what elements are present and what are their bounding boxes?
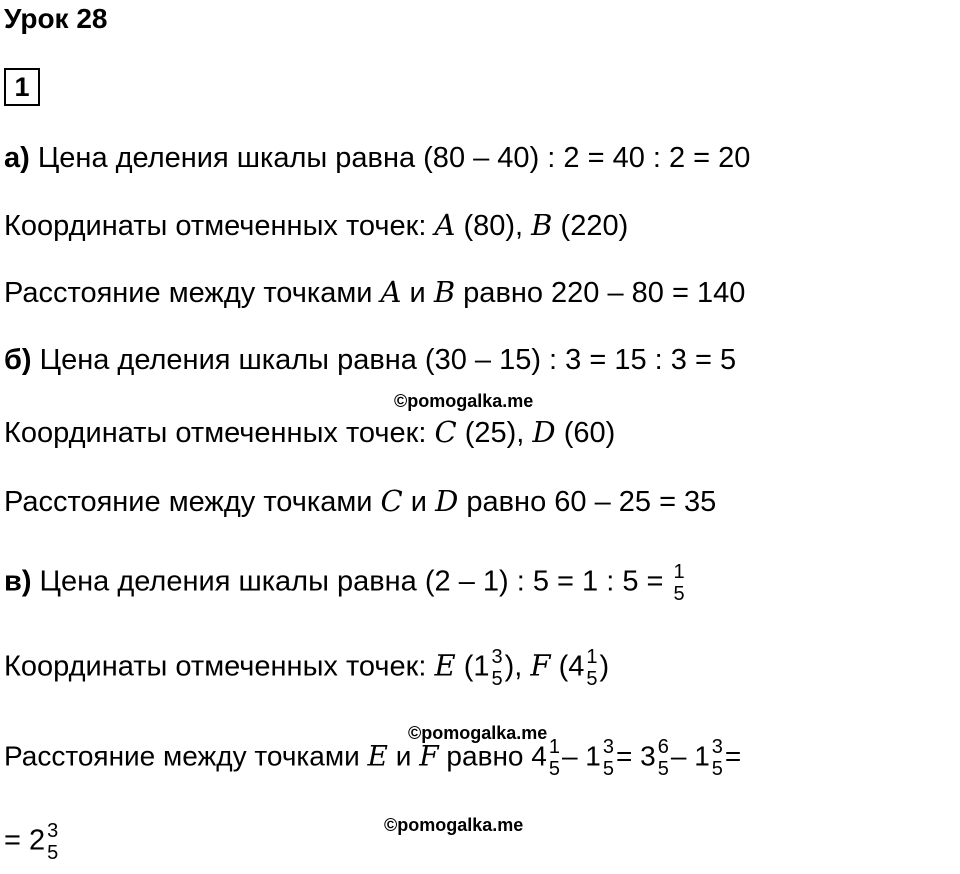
fraction <box>549 736 560 780</box>
fraction <box>47 820 58 864</box>
denominator: 5 <box>711 758 723 780</box>
watermark: ©pomogalka.me <box>408 723 548 743</box>
watermark: ©pomogalka.me <box>394 391 534 411</box>
point-label: A <box>434 208 456 242</box>
text: и <box>402 486 436 518</box>
numerator: 1 <box>548 736 560 758</box>
part-a-division-text: Цена деления шкалы равна (80 – 40) : 2 = 40 : 2 = 20 <box>29 142 751 174</box>
point-label: D <box>435 484 459 518</box>
part-c-line3 <box>4 736 741 780</box>
text: Расстояние между точками <box>4 740 368 772</box>
task-number: 1 <box>4 68 40 106</box>
part-b-marker: б) <box>4 344 32 376</box>
text: = <box>724 740 742 772</box>
part-c-line1 <box>4 561 687 605</box>
text: Расстояние между точками <box>4 486 381 518</box>
text: (220) <box>552 210 629 242</box>
watermark: ©pomogalka.me <box>384 815 524 835</box>
text: (1 <box>455 650 490 683</box>
part-a-marker: а) <box>4 142 30 174</box>
text: ) <box>599 650 610 683</box>
numerator: 1 <box>673 561 685 583</box>
point-label: F <box>530 648 551 683</box>
part-b-line3 <box>4 483 716 520</box>
text: (80), <box>455 210 532 242</box>
part-b-division-text: Цена деления шкалы равна (30 – 15) : 3 = 15 : 3 = 5 <box>31 344 737 376</box>
text: равно 4 <box>438 740 547 772</box>
fraction <box>674 561 685 605</box>
fraction <box>586 646 597 690</box>
fraction <box>658 736 669 780</box>
numerator: 3 <box>711 736 723 758</box>
point-label: C <box>380 484 403 518</box>
denominator: 5 <box>586 668 598 690</box>
numerator: 1 <box>586 646 598 668</box>
text: Расстояние между точками <box>4 277 381 309</box>
numerator: 3 <box>491 646 503 668</box>
part-a-line1 <box>4 140 750 176</box>
text: (4 <box>550 650 585 683</box>
text: и <box>388 740 420 772</box>
text: = 2 <box>4 824 46 857</box>
point-label: A <box>380 275 402 309</box>
denominator: 5 <box>602 758 615 780</box>
part-a-line3 <box>4 274 745 311</box>
text: = 3 <box>616 740 656 772</box>
part-c-line4 <box>4 820 60 864</box>
part-c-division-text: Цена деления шкалы равна (2 – 1) : 5 = 1 : 5 = <box>31 565 672 598</box>
fraction <box>491 646 502 690</box>
text: и <box>401 277 434 309</box>
denominator: 5 <box>491 668 503 690</box>
text: (60) <box>555 417 616 449</box>
denominator: 5 <box>548 758 560 780</box>
text: равно 60 – 25 = 35 <box>458 486 717 518</box>
point-label: D <box>532 415 556 449</box>
point-label: C <box>434 415 457 449</box>
text: Координаты отмеченных точек: <box>4 650 435 683</box>
text: ), <box>504 650 531 683</box>
part-a-line2 <box>4 207 628 244</box>
text: – 1 <box>670 740 710 772</box>
fraction <box>712 736 723 780</box>
denominator: 5 <box>657 758 669 780</box>
numerator: 3 <box>47 820 59 842</box>
point-label: F <box>419 739 439 773</box>
point-label: E <box>367 739 388 773</box>
text: (25), <box>456 417 533 449</box>
point-label: E <box>434 648 456 683</box>
part-c-marker: в) <box>4 565 32 598</box>
numerator: 3 <box>602 736 615 758</box>
denominator: 5 <box>673 583 685 605</box>
part-b-line2 <box>4 414 615 451</box>
part-b-line1 <box>4 342 736 378</box>
text: – 1 <box>561 740 601 772</box>
point-label: B <box>433 275 456 309</box>
part-c-line2 <box>4 646 609 690</box>
text: Координаты отмеченных точек: <box>4 210 435 242</box>
point-label: B <box>531 208 553 242</box>
text: Координаты отмеченных точек: <box>4 417 435 449</box>
text: равно 220 – 80 = 140 <box>455 277 746 309</box>
fraction <box>603 736 614 780</box>
denominator: 5 <box>47 842 59 864</box>
numerator: 6 <box>657 736 669 758</box>
page-title: Урок 28 <box>4 3 108 34</box>
